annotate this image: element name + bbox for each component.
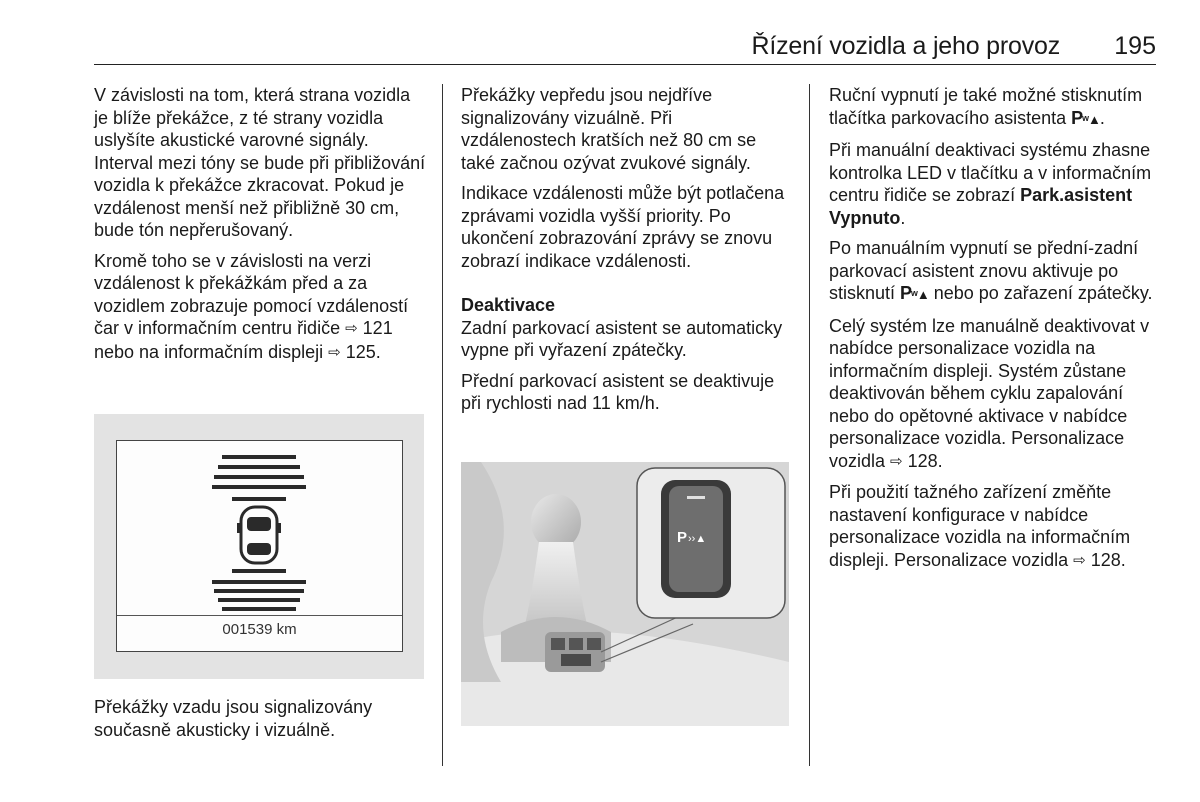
gear-knob xyxy=(531,494,581,550)
page-reference-128[interactable]: 128. xyxy=(907,450,943,471)
text: nebo na informačním displeji xyxy=(94,341,329,362)
page-reference-128[interactable]: 128. xyxy=(1090,549,1126,570)
column-divider-2 xyxy=(809,84,810,766)
text: Kromě toho se v závislosti na verzi vzdálenost k překážkám před a za vozidlem zobrazuje pomocí vzdáleností čar v informačním centru řidiče xyxy=(94,250,409,338)
front-bar xyxy=(214,475,304,479)
parking-button-photo xyxy=(461,462,789,726)
page-reference-121[interactable]: 121 xyxy=(362,318,393,338)
svg-text:››▲: ››▲ xyxy=(688,533,707,545)
page-reference-icon: ⇨ xyxy=(890,452,903,470)
odometer-readout: 001539 km xyxy=(222,621,297,638)
distance-bars-graphic xyxy=(94,414,424,679)
text: Celý systém lze manuálně deaktivovat v nabídce personalizace vozidla na informačním displeji. Systém zůstane deaktivován během cyklu zapalování nebo do opětovné aktivace v nabídce personalizace vozidla. Personalizace vozidla xyxy=(829,315,1150,471)
text: Po manuálním vypnutí se přední-zadní parkovací asistent znovu aktivuje po stisknutí xyxy=(829,238,1139,303)
text: . xyxy=(900,207,906,228)
console-illustration xyxy=(461,462,789,726)
column-2 xyxy=(461,84,791,423)
parking-assist-icon: Pʷ▲ xyxy=(1071,107,1100,128)
paragraph: V závislosti na tom, která strana vozidla je blíže překážce, z té strany vozidla uslyšíte akustické varovné signály. Interval mezi tóny se bude při přibližování vozidla k překážce zkracovat. Pokud je vzdálenost menší než přibližně 30 cm, bude tón nepřerušovaný. xyxy=(94,85,426,240)
rear-bar xyxy=(214,589,304,593)
page-reference-icon: ⇨ xyxy=(345,320,358,337)
text: Ruční vypnutí je také možné stisknutím tlačítka parkovacího asistenta xyxy=(829,85,1143,128)
paragraph: Přední parkovací asistent se deaktivuje při rychlosti nad 11 km/h. xyxy=(461,370,775,413)
paragraph xyxy=(829,139,1159,229)
section-heading: Deaktivace xyxy=(461,295,556,315)
column-1 xyxy=(94,84,429,372)
paragraph xyxy=(829,481,1159,572)
page-number: 195 xyxy=(1114,32,1156,60)
car-top-view-icon xyxy=(237,507,281,563)
text: nebo po zařazení zpátečky. xyxy=(928,283,1153,303)
paragraph xyxy=(829,84,1159,131)
paragraph xyxy=(94,250,429,365)
paragraph xyxy=(829,237,1159,307)
front-bar xyxy=(232,497,286,501)
column-3 xyxy=(829,84,1159,580)
page-reference-125[interactable]: 125. xyxy=(345,341,381,362)
column-divider-1 xyxy=(442,84,443,766)
page-header xyxy=(94,30,1156,65)
parking-assist-icon: Pʷ▲ xyxy=(900,283,929,303)
text: Při použití tažného zařízení změňte nastavení konfigurace v nabídce personalizace vozidla na informačním displeji. Personalizace vozidla xyxy=(829,482,1131,570)
paragraph: Překážky vzadu jsou signalizovány současně akusticky i vizuálně. xyxy=(94,697,373,740)
message-text: Park.asistent Vypnuto xyxy=(829,185,1133,228)
rear-bar xyxy=(218,598,300,602)
paragraph: Indikace vzdálenosti může být potlačena zprávami vozidla vyšší priority. Po ukončení zobrazování zprávy se znovu zobrazí indikace vzdálenosti. xyxy=(461,183,785,271)
text: Při manuální deaktivaci systému zhasne kontrolka LED v tlačítku a v informačním centru řidiče se zobrazí xyxy=(829,140,1152,205)
page-reference-icon: ⇨ xyxy=(1073,551,1086,569)
front-bar xyxy=(212,485,306,489)
paragraph: Zadní parkovací asistent se automaticky vypne při vyřazení zpátečky. xyxy=(461,317,783,360)
front-bar xyxy=(222,455,296,459)
page-title: Řízení vozidla a jeho provoz xyxy=(751,32,1060,60)
front-bar xyxy=(218,465,300,469)
front-distance-bars xyxy=(212,455,306,501)
paragraph xyxy=(829,315,1159,474)
page-reference-icon: ⇨ xyxy=(328,343,341,361)
paragraph: Překážky vepředu jsou nejdříve signalizovány vizuálně. Při vzdálenostech kratších než 80 cm se také začnou ozývat zvukové signály. xyxy=(461,85,757,173)
text: . xyxy=(1099,107,1105,128)
rear-bar xyxy=(222,607,296,611)
rear-bar xyxy=(212,580,306,584)
rear-distance-bars xyxy=(212,569,306,611)
distance-display-figure xyxy=(94,414,424,679)
rear-bar xyxy=(232,569,286,573)
parking-assist-icon: P xyxy=(677,529,688,546)
